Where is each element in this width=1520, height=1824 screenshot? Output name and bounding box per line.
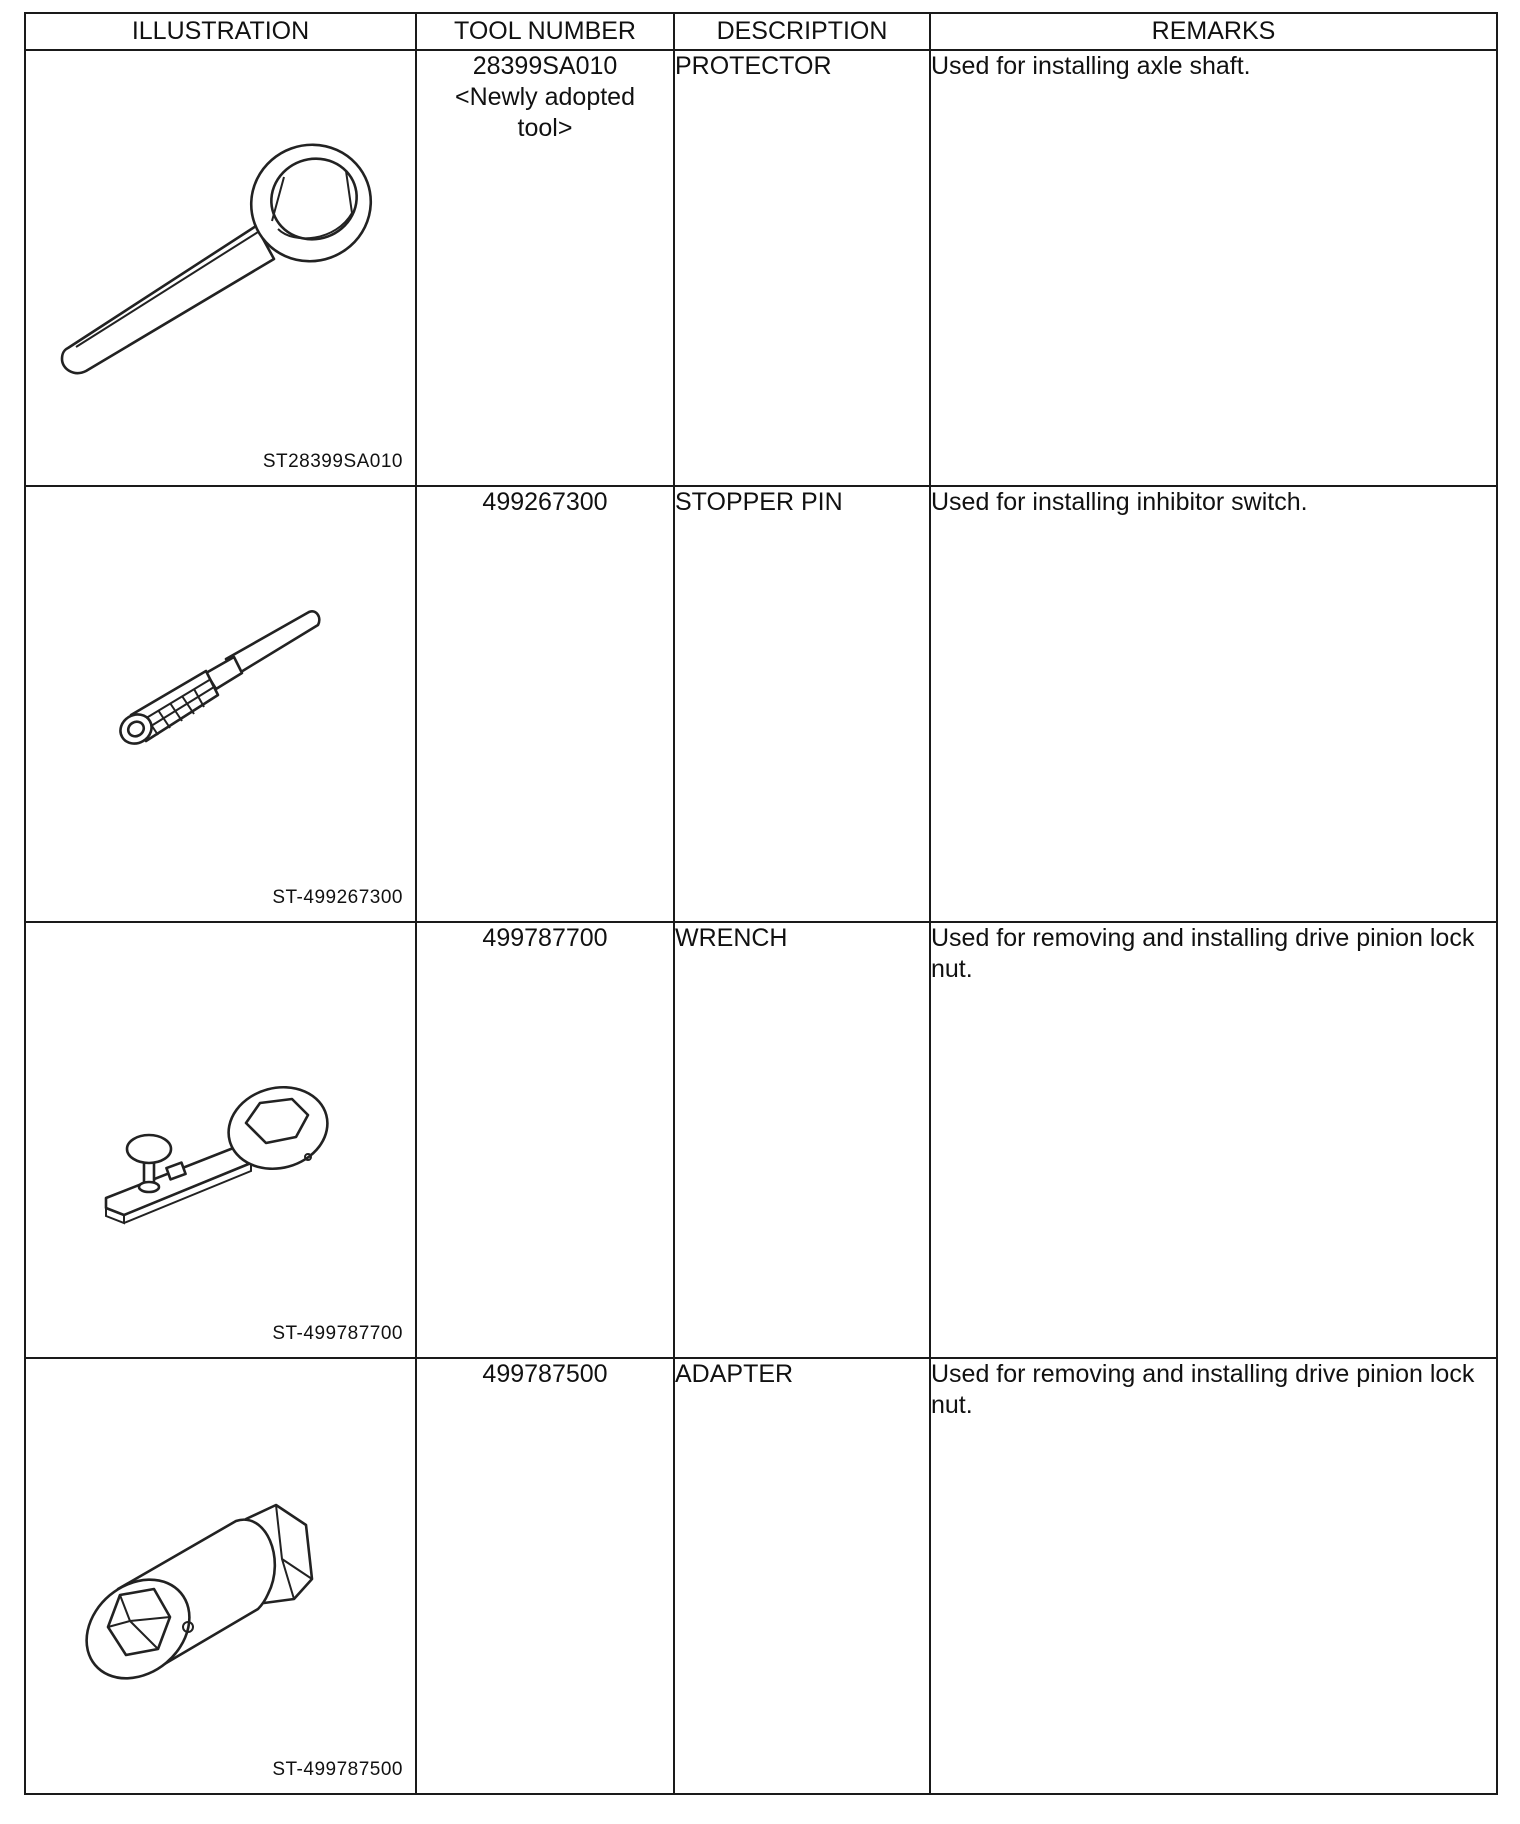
illustration-cell xyxy=(25,486,416,922)
table-row xyxy=(25,486,1497,922)
tool-number: 499787700 xyxy=(482,924,608,952)
description-cell: STOPPER PIN xyxy=(674,486,930,922)
pinion-wrench-icon xyxy=(46,953,416,1323)
special-tools-table xyxy=(24,12,1498,1795)
tool-number-cell xyxy=(416,50,674,486)
illustration-code: ST-499267300 xyxy=(272,887,403,908)
description-cell: WRENCH xyxy=(674,922,930,1358)
remarks-cell: Used for installing axle shaft. xyxy=(930,50,1497,486)
tool-number: 499787500 xyxy=(482,1360,608,1388)
description-cell: ADAPTER xyxy=(674,1358,930,1794)
header-description: DESCRIPTION xyxy=(674,13,930,50)
remarks-cell: Used for installing inhibitor switch. xyxy=(930,486,1497,922)
stopper-pin-icon xyxy=(46,517,416,887)
tool-number-cell xyxy=(416,486,674,922)
header-remarks: REMARKS xyxy=(930,13,1497,50)
protector-wrench-icon xyxy=(46,81,416,451)
special-tools-sheet xyxy=(24,12,1496,1808)
table-row xyxy=(25,50,1497,486)
header-tool-number: TOOL NUMBER xyxy=(416,13,674,50)
illustration-code: ST-499787700 xyxy=(272,1323,403,1344)
tool-note-line: <Newly adopted xyxy=(455,83,635,111)
tool-number-cell xyxy=(416,922,674,1358)
illustration-code: ST28399SA010 xyxy=(262,451,403,472)
table-row xyxy=(25,1358,1497,1794)
illustration-code: ST-499787500 xyxy=(272,1759,403,1780)
tool-number: 499267300 xyxy=(482,488,608,516)
illustration-cell xyxy=(25,922,416,1358)
illustration-cell xyxy=(25,50,416,486)
tool-number-cell xyxy=(416,1358,674,1794)
header-row xyxy=(25,13,1497,50)
remarks-cell: Used for removing and installing drive pinion lock nut. xyxy=(930,922,1497,1358)
illustration-cell xyxy=(25,1358,416,1794)
hex-socket-adapter-icon xyxy=(46,1389,416,1759)
header-illustration: ILLUSTRATION xyxy=(25,13,416,50)
tool-note-line: tool> xyxy=(517,114,573,142)
tool-number: 28399SA010 xyxy=(472,52,618,80)
remarks-cell: Used for removing and installing drive pinion lock nut. xyxy=(930,1358,1497,1794)
description-cell: PROTECTOR xyxy=(674,50,930,486)
table-row xyxy=(25,922,1497,1358)
